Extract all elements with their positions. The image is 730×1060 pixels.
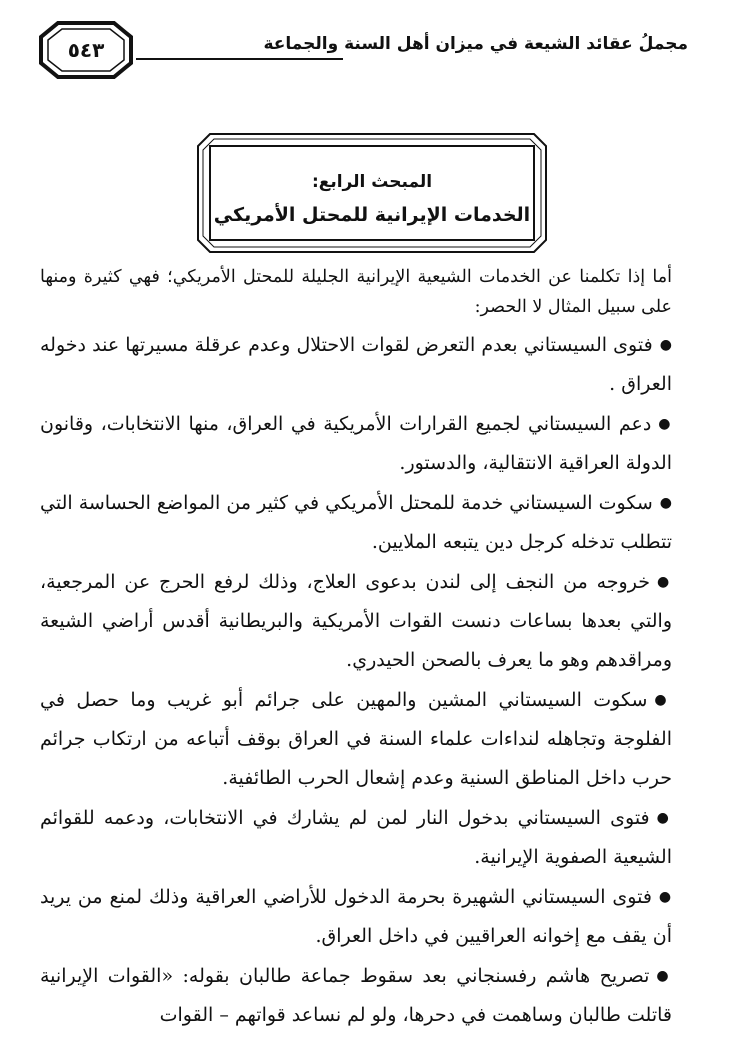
list-item-text: سكوت السيستاني المشين والمهين على جرائم أبو غريب وما حصل في الفلوجة وتجاهله لنداءات علماء السنة في العراق بوقف أتباعه من ارتكاب جرائم حرب داخل المناطق السنية وعدم إشعال الحرب الطائفية. [40,689,672,789]
list-item [40,563,672,680]
bullet-icon: ● [656,810,672,826]
list-item [40,878,672,956]
intro-paragraph: أما إذا تكلمنا عن الخدمات الشيعية الإيرانية الجليلة للمحتل الأمريكي؛ فهي كثيرة ومنها على سبيل المثال لا الحصر: [40,267,672,317]
list-item-text: تصريح هاشم رفسنجاني بعد سقوط جماعة طالبان بقوله: «القوات الإيرانية قاتلت طالبان وساهمت في دحرها، ولو لم نساعد قواتهم – القوات [40,965,672,1026]
page-number-badge [38,20,134,80]
body-text [40,262,672,1036]
section-label: المبحث الرابع: [311,172,433,192]
bullet-icon: ● [654,692,673,708]
ornamental-frame-icon [196,132,548,254]
list-item [40,326,672,404]
list-item-text: خروجه من النجف إلى لندن بدعوى العلاج، وذلك لرفع الحرج عن المرجعية، والتي بعدها بساعات دنست القوات الأمريكية والبريطانية أقدس أراضي الشيعة ومراقدهم وهو ما يعرف بالصحن الحيدري. [40,571,672,671]
bullet-icon: ● [656,968,673,984]
bullet-icon: ● [658,889,673,905]
list-item-text: فتوى السيستاني بعدم التعرض لقوات الاحتلال وعدم عرقلة مسيرتها عند دخوله العراق . [40,334,672,395]
list-item-text: فتوى السيستاني بدخول النار لمن لم يشارك في الانتخابات، ودعمه للقوائم الشيعية الصفوية الإيرانية. [40,807,672,868]
running-header [38,20,688,80]
section-title: الخدمات الإيرانية للمحتل الأمريكي [213,204,531,226]
bullet-icon: ● [656,574,672,590]
bullet-icon: ● [659,337,673,353]
list-item-text: فتوى السيستاني الشهيرة بحرمة الدخول للأراضي العراقية وذلك لمنع من يريد أن يقف مع إخوانه العراقيين في داخل العراق. [40,886,672,947]
list-item [40,484,672,562]
list-item [40,957,672,1035]
header-rule [136,58,343,60]
bullet-icon: ● [659,495,673,511]
page-number: ٥٤٣ [67,38,105,62]
running-title: مجملُ عقائد الشيعة في ميزان أهل السنة والجماعة [263,34,688,54]
list-item [40,799,672,877]
list-item-text: دعم السيستاني لجميع القرارات الأمريكية في العراق، منها الانتخابات، وقانون الدولة العراقية الانتقالية، والدستور. [40,413,672,474]
list-item-text: سكوت السيستاني خدمة للمحتل الأمريكي في كثير من المواضع الحساسة التي تتطلب تدخله كرجل دين يتبعه الملايين. [40,492,672,553]
list-item [40,405,672,483]
list-item [40,681,672,798]
bullet-icon: ● [658,416,672,432]
section-heading-box [196,132,548,254]
